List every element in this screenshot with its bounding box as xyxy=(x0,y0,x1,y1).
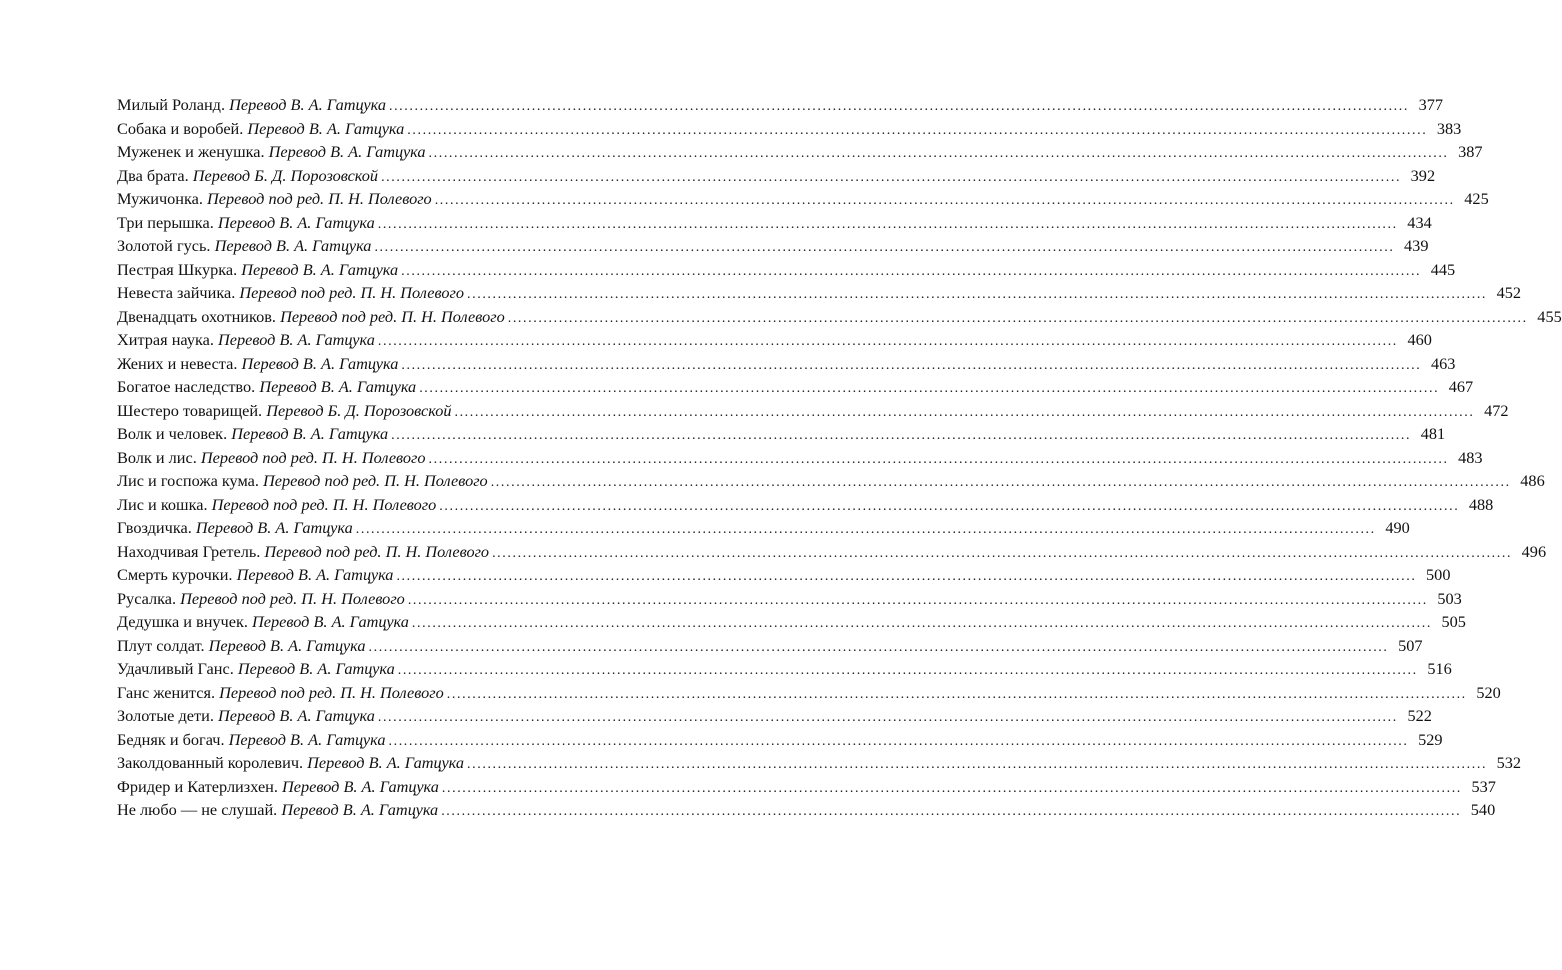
translator-credit: Перевод под ред. П. Н. Полевого xyxy=(180,588,405,608)
translator-credit: Перевод под ред. П. Н. Полевого xyxy=(264,541,490,561)
tale-title: Дедушка и внучек. xyxy=(117,612,248,631)
toc-entry-text xyxy=(117,563,393,587)
toc-entry-text xyxy=(117,328,375,352)
translator-credit: Перевод Б. Д. Порозовской xyxy=(192,165,379,185)
tale-title: Заколдованный королевич. xyxy=(117,753,304,772)
toc-entry-text xyxy=(117,587,405,611)
toc-entry xyxy=(117,140,1483,164)
dot-leader: ........................................................................................................................................................................................................ xyxy=(441,804,1462,819)
translator-credit: Перевод В. А. Гатцука xyxy=(208,635,366,655)
page-number: 425 xyxy=(1464,189,1489,208)
toc-entry-text xyxy=(117,352,398,376)
tale-title: Муженек и женушка. xyxy=(117,142,265,161)
page-number: 439 xyxy=(1404,236,1429,255)
translator-credit: Перевод под ред. П. Н. Полевого xyxy=(200,447,426,467)
toc-entry-text xyxy=(117,93,386,117)
page-number: 537 xyxy=(1471,776,1496,796)
dot-leader: ........................................................................................................................................................................................................ xyxy=(419,381,1440,396)
dot-leader: ........................................................................................................................................................................................................ xyxy=(454,404,1475,420)
translator-credit: Перевод В. А. Гатцука xyxy=(259,377,417,396)
page-number: 455 xyxy=(1537,306,1562,326)
page-number: 481 xyxy=(1420,424,1446,443)
page-number: 434 xyxy=(1407,212,1432,232)
translator-credit: Перевод В. А. Гатцука xyxy=(231,424,389,443)
toc-entry xyxy=(117,328,1432,352)
page-number: 445 xyxy=(1430,259,1456,279)
toc-entry xyxy=(117,681,1501,705)
page-number: 467 xyxy=(1448,377,1474,396)
page-number: 532 xyxy=(1496,753,1522,772)
toc-entry xyxy=(117,493,1494,517)
page-number: 486 xyxy=(1520,471,1545,490)
toc-entry-text xyxy=(117,493,436,517)
toc-entry-text xyxy=(117,610,409,634)
tale-title: Мужичонка. xyxy=(117,189,203,208)
tale-title: Фридер и Катерлизхен. xyxy=(117,776,278,796)
translator-credit: Перевод В. А. Гатцука xyxy=(282,776,439,796)
toc-entry xyxy=(117,234,1429,258)
page-number: 500 xyxy=(1426,565,1451,584)
page-number: 483 xyxy=(1458,447,1483,467)
tale-title: Волк и человек. xyxy=(117,424,228,443)
toc-entry xyxy=(117,281,1522,305)
toc-entry xyxy=(117,446,1483,470)
tale-title: Милый Роланд. xyxy=(117,95,226,114)
dot-leader: ........................................................................................................................................................................................................ xyxy=(396,569,1417,584)
toc-entry-text xyxy=(117,775,439,799)
translator-credit: Перевод Б. Д. Порозовской xyxy=(266,400,452,420)
dot-leader: ........................................................................................................................................................................................................ xyxy=(388,733,1409,749)
toc-entry xyxy=(117,798,1496,822)
tale-title: Плут солдат. xyxy=(117,635,205,655)
toc-entry-text xyxy=(117,516,353,540)
toc-entry-text xyxy=(117,375,416,399)
translator-credit: Перевод под ред. П. Н. Полевого xyxy=(239,283,465,302)
dot-leader: ........................................................................................................................................................................................................ xyxy=(377,710,1398,725)
toc-entry xyxy=(117,117,1462,141)
page-number: 460 xyxy=(1407,330,1432,349)
dot-leader: ........................................................................................................................................................................................................ xyxy=(492,545,1513,561)
translator-credit: Перевод под ред. П. Н. Полевого xyxy=(263,471,488,490)
toc-entry xyxy=(117,422,1446,446)
page-number: 529 xyxy=(1418,729,1443,749)
tale-title: Шестеро товарищей. xyxy=(117,400,263,420)
dot-leader: ........................................................................................................................................................................................................ xyxy=(407,122,1428,138)
dot-leader: ........................................................................................................................................................................................................ xyxy=(401,263,1422,279)
tale-title: Жених и невеста. xyxy=(117,353,238,373)
toc-entry xyxy=(117,634,1423,658)
dot-leader: ........................................................................................................................................................................................................ xyxy=(377,216,1398,232)
translator-credit: Перевод В. А. Гатцука xyxy=(237,659,395,678)
tale-title: Русалка. xyxy=(117,588,177,608)
page-number: 392 xyxy=(1410,165,1436,185)
toc-entry-text xyxy=(117,704,375,728)
toc-entry xyxy=(117,164,1436,188)
toc-entry-text xyxy=(117,657,395,681)
toc-entry xyxy=(117,469,1545,493)
toc-entry-text xyxy=(117,798,438,822)
toc-entry xyxy=(117,211,1432,235)
page-number: 516 xyxy=(1427,659,1452,678)
toc-entry xyxy=(117,352,1456,376)
page-number: 452 xyxy=(1496,283,1522,302)
toc-entry-text xyxy=(117,681,444,705)
toc-entry-text xyxy=(117,728,386,752)
tale-title: Золотые дети. xyxy=(117,706,214,725)
page-number: 383 xyxy=(1436,118,1462,138)
tale-title: Бедняк и богач. xyxy=(117,729,225,749)
table-of-contents xyxy=(117,93,1562,822)
dot-leader: ........................................................................................................................................................................................................ xyxy=(355,522,1376,537)
dot-leader: ........................................................................................................................................................................................................ xyxy=(434,193,1455,208)
translator-credit: Перевод В. А. Гатцука xyxy=(218,330,375,349)
translator-credit: Перевод В. А. Гатцука xyxy=(217,706,375,725)
toc-entry-text xyxy=(117,540,489,564)
page-number: 387 xyxy=(1458,142,1483,161)
tale-title: Двенадцать охотников. xyxy=(117,306,276,326)
dot-leader: ........................................................................................................................................................................................................ xyxy=(381,169,1402,185)
translator-credit: Перевод В. А. Гатцука xyxy=(268,142,426,161)
translator-credit: Перевод В. А. Гатцука xyxy=(229,95,386,114)
dot-leader: ........................................................................................................................................................................................................ xyxy=(391,428,1412,443)
toc-entry-text xyxy=(117,751,464,775)
toc-entry xyxy=(117,704,1432,728)
translator-credit: Перевод В. А. Гатцука xyxy=(247,118,405,138)
tale-title: Богатое наследство. xyxy=(117,377,256,396)
tale-title: Лис и госпожа кума. xyxy=(117,471,259,490)
toc-entry-text xyxy=(117,258,398,282)
toc-entry xyxy=(117,516,1410,540)
translator-credit: Перевод В. А. Гатцука xyxy=(195,518,353,537)
page-number: 507 xyxy=(1398,635,1423,655)
translator-credit: Перевод под ред. П. Н. Полевого xyxy=(219,682,444,702)
toc-entry xyxy=(117,610,1466,634)
page-number: 488 xyxy=(1468,494,1494,514)
dot-leader: ........................................................................................................................................................................................................ xyxy=(368,639,1389,655)
toc-entry-text xyxy=(117,281,464,305)
tale-title: Ганс женится. xyxy=(117,682,216,702)
translator-credit: Перевод В. А. Гатцука xyxy=(241,259,399,279)
translator-credit: Перевод В. А. Гатцука xyxy=(217,212,375,232)
page-number: 522 xyxy=(1407,706,1432,725)
dot-leader: ........................................................................................................................................................................................................ xyxy=(397,663,1418,678)
dot-leader: ........................................................................................................................................................................................................ xyxy=(507,310,1528,326)
toc-entry xyxy=(117,399,1509,423)
page-number: 490 xyxy=(1385,518,1410,537)
dot-leader: ........................................................................................................................................................................................................ xyxy=(441,780,1462,796)
tale-title: Смерть курочки. xyxy=(117,565,233,584)
toc-entry xyxy=(117,187,1489,211)
toc-entry-text xyxy=(117,399,451,423)
translator-credit: Перевод В. А. Гатцука xyxy=(228,729,386,749)
toc-entry-text xyxy=(117,140,426,164)
toc-entry xyxy=(117,728,1443,752)
tale-title: Золотой гусь. xyxy=(117,236,211,255)
toc-entry xyxy=(117,775,1496,799)
toc-entry-text xyxy=(117,446,426,470)
toc-entry xyxy=(117,657,1452,681)
dot-leader: ........................................................................................................................................................................................................ xyxy=(439,498,1460,514)
dot-leader: ........................................................................................................................................................................................................ xyxy=(407,592,1428,608)
tale-title: Гвоздичка. xyxy=(117,518,192,537)
toc-entry xyxy=(117,375,1474,399)
dot-leader: ........................................................................................................................................................................................................ xyxy=(374,240,1395,255)
tale-title: Пестрая Шкурка. xyxy=(117,259,238,279)
translator-credit: Перевод В. А. Гатцука xyxy=(281,800,439,819)
toc-entry-text xyxy=(117,187,432,211)
translator-credit: Перевод В. А. Гатцука xyxy=(307,753,465,772)
translator-credit: Перевод под ред. П. Н. Полевого xyxy=(280,306,505,326)
dot-leader: ........................................................................................................................................................................................................ xyxy=(377,334,1398,349)
dot-leader: ........................................................................................................................................................................................................ xyxy=(428,146,1449,161)
tale-title: Не любо — не слушай. xyxy=(117,800,278,819)
translator-credit: Перевод под ред. П. Н. Полевого xyxy=(207,189,432,208)
dot-leader: ........................................................................................................................................................................................................ xyxy=(388,99,1409,114)
translator-credit: Перевод В. А. Гатцука xyxy=(241,353,399,373)
toc-entry-text xyxy=(117,211,375,235)
toc-entry xyxy=(117,540,1547,564)
translator-credit: Перевод В. А. Гатцука xyxy=(214,236,372,255)
toc-entry-text xyxy=(117,422,388,446)
toc-entry-text xyxy=(117,234,371,258)
page-number: 496 xyxy=(1521,541,1547,561)
toc-entry xyxy=(117,751,1522,775)
toc-entry-text xyxy=(117,469,488,493)
dot-leader: ........................................................................................................................................................................................................ xyxy=(490,475,1511,490)
toc-entry-text xyxy=(117,164,378,188)
page-number: 463 xyxy=(1430,353,1456,373)
dot-leader: ........................................................................................................................................................................................................ xyxy=(467,757,1488,772)
page-number: 505 xyxy=(1441,612,1466,631)
toc-entry-text xyxy=(117,117,404,141)
toc-entry-text xyxy=(117,305,505,329)
toc-entry xyxy=(117,93,1443,117)
translator-credit: Перевод В. А. Гатцука xyxy=(252,612,409,631)
tale-title: Три перышка. xyxy=(117,212,214,232)
page-number: 540 xyxy=(1470,800,1496,819)
page-number: 472 xyxy=(1484,400,1509,420)
page-number: 377 xyxy=(1418,95,1443,114)
tale-title: Собака и воробей. xyxy=(117,118,244,138)
dot-leader: ........................................................................................................................................................................................................ xyxy=(446,686,1467,702)
dot-leader: ........................................................................................................................................................................................................ xyxy=(467,287,1488,302)
dot-leader: ........................................................................................................................................................................................................ xyxy=(428,451,1449,467)
tale-title: Хитрая наука. xyxy=(117,330,214,349)
toc-entry-text xyxy=(117,634,366,658)
tale-title: Удачливый Ганс. xyxy=(117,659,234,678)
toc-entry xyxy=(117,305,1562,329)
dot-leader: ........................................................................................................................................................................................................ xyxy=(401,357,1422,373)
toc-entry xyxy=(117,587,1462,611)
page-number: 520 xyxy=(1476,682,1501,702)
tale-title: Находчивая Гретель. xyxy=(117,541,261,561)
translator-credit: Перевод В. А. Гатцука xyxy=(236,565,394,584)
toc-entry xyxy=(117,258,1456,282)
tale-title: Невеста зайчика. xyxy=(117,283,236,302)
toc-entry xyxy=(117,563,1451,587)
tale-title: Лис и кошка. xyxy=(117,494,208,514)
translator-credit: Перевод под ред. П. Н. Полевого xyxy=(211,494,437,514)
page-number: 503 xyxy=(1437,588,1462,608)
tale-title: Два брата. xyxy=(117,165,189,185)
dot-leader: ........................................................................................................................................................................................................ xyxy=(411,616,1432,631)
tale-title: Волк и лис. xyxy=(117,447,197,467)
